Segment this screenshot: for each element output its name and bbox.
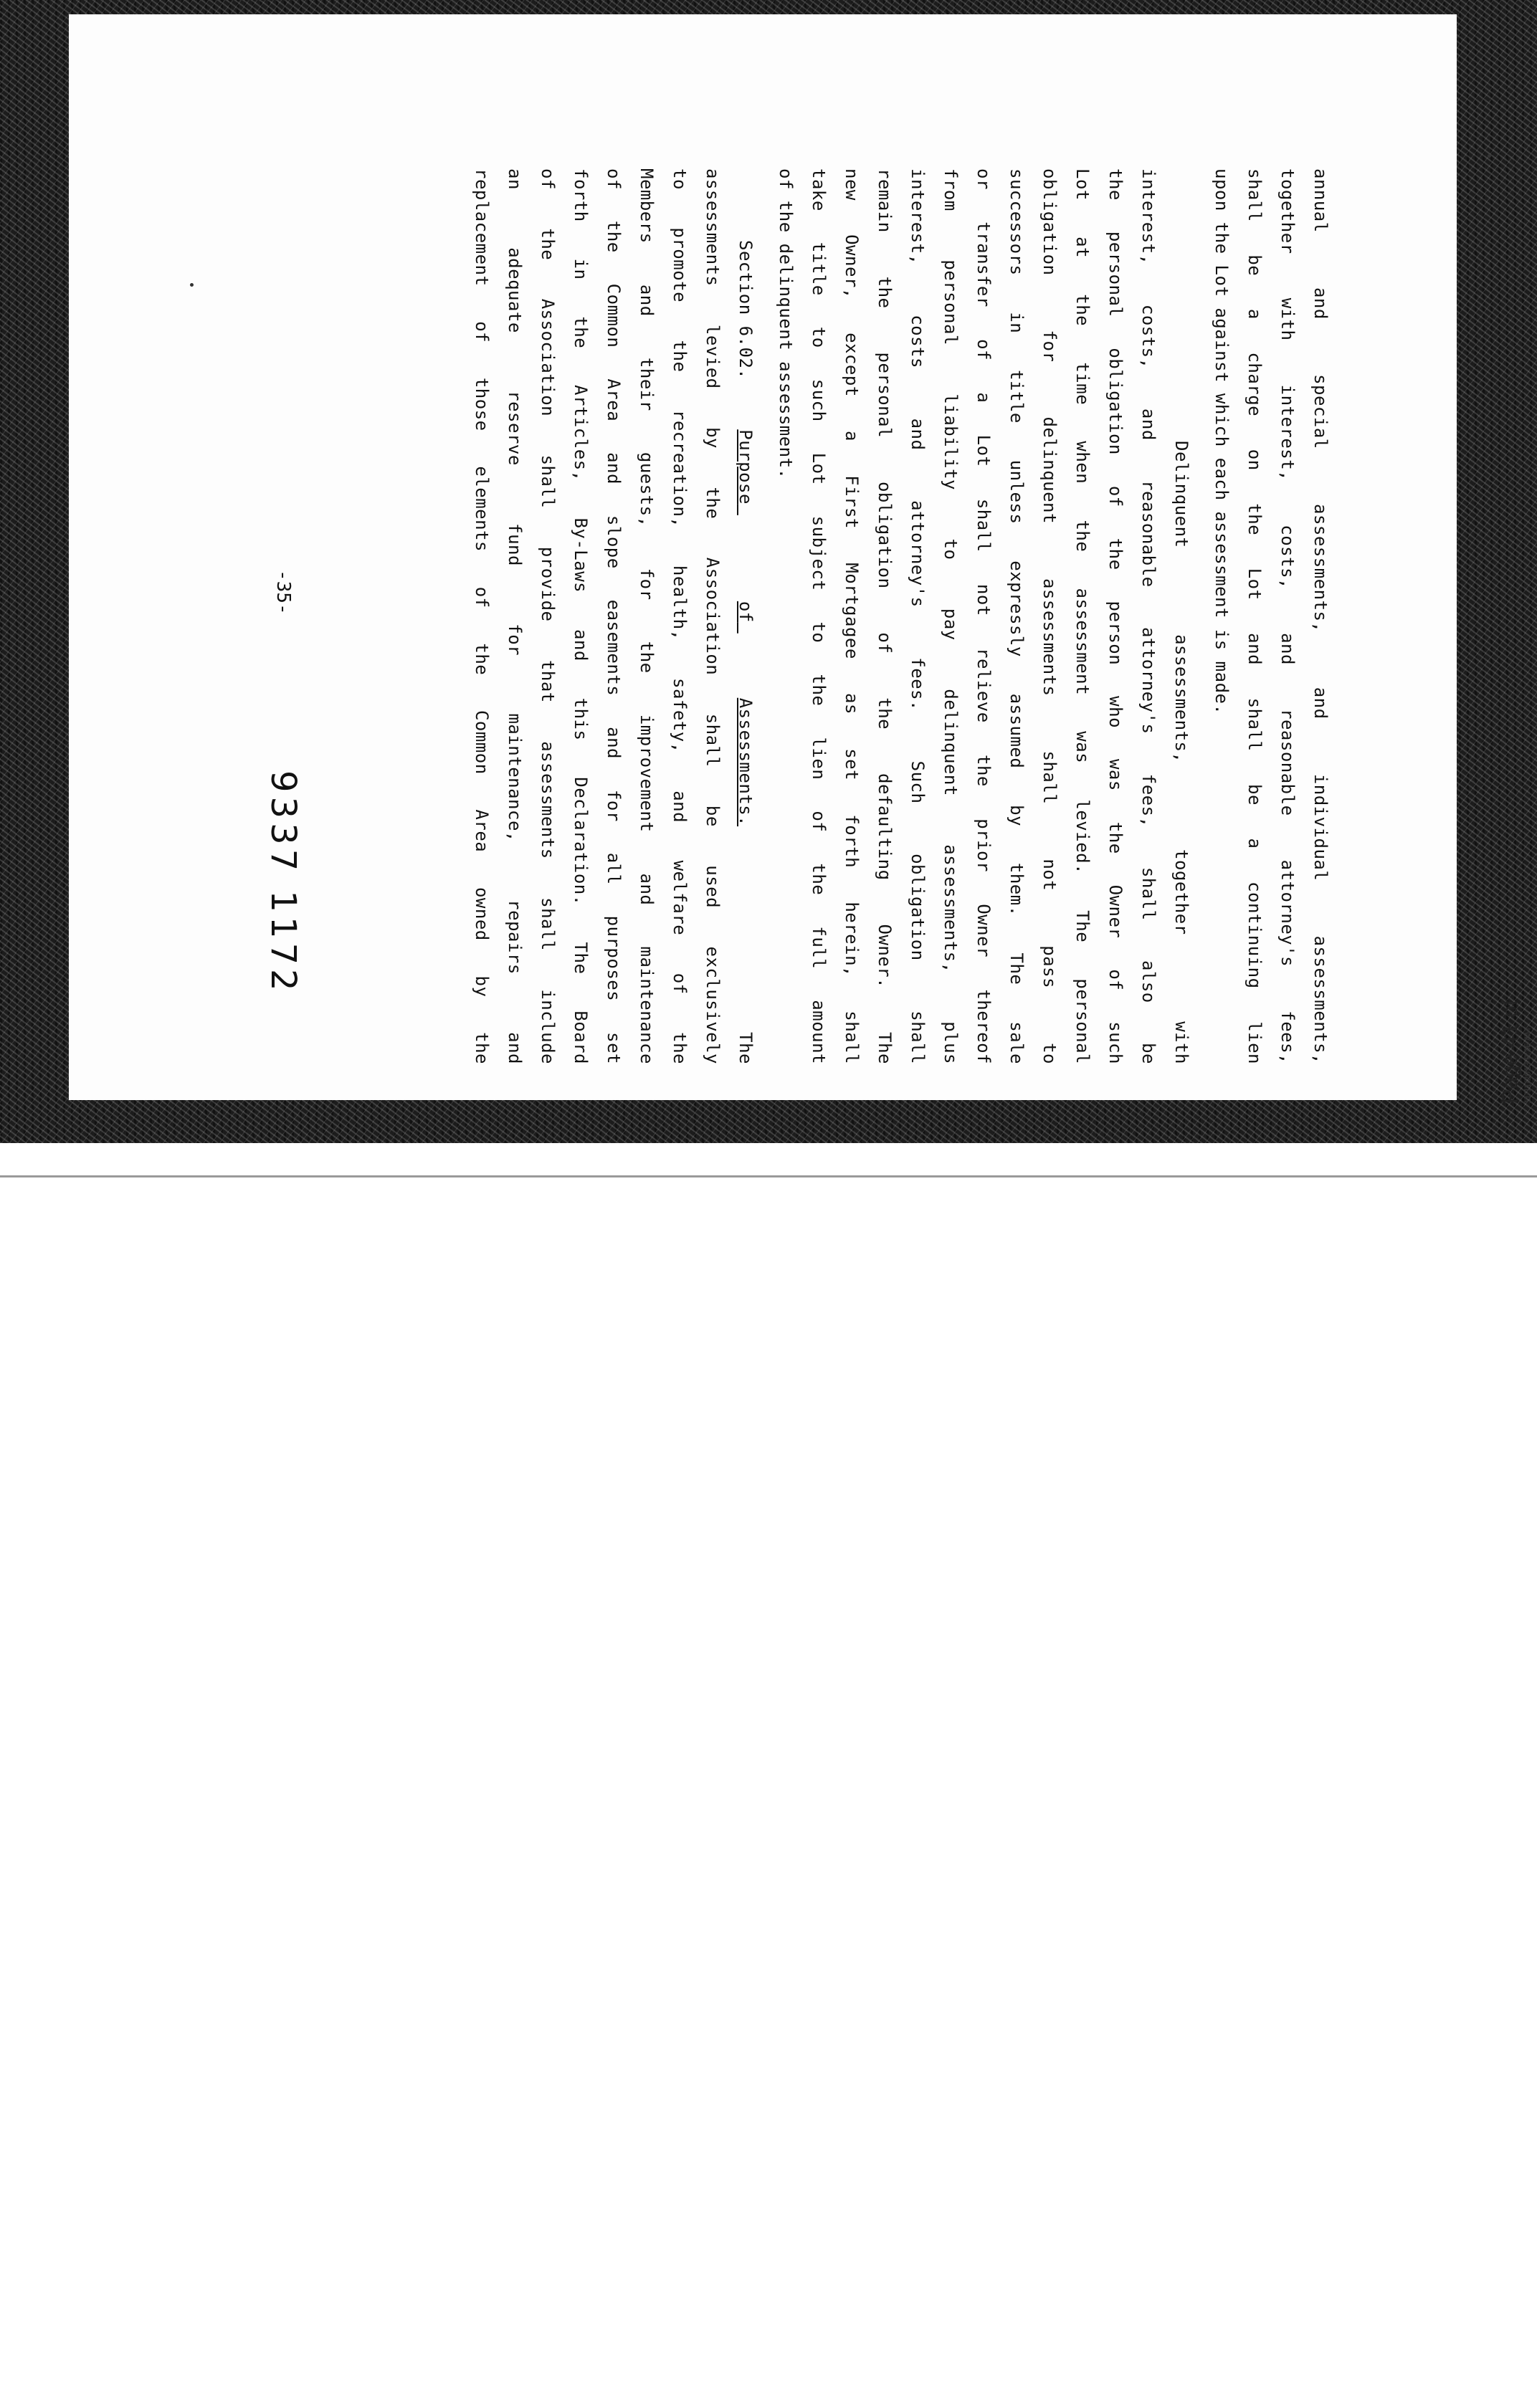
scan-speck [1488,154,1491,158]
scan-speck [190,283,194,287]
scan-speck [1488,1000,1491,1003]
text-line: forth in the Articles, By-Laws and this Declaration. The Board [571,168,591,1064]
document-body [219,168,1337,1064]
section-title-part-1: Purpose [736,429,756,505]
text-line: of the Association shall provide that assessments shall include [538,168,558,1064]
text-line: assessments levied by the Association shall be used exclusively [703,168,723,1064]
stamp-page-label: Page 41 of [1498,999,1522,1104]
section-lead-word: The [736,1032,756,1064]
text-line: to promote the recreation, health, safety, and welfare of the [670,168,690,1064]
section-title-part-3: Assessments. [736,697,756,827]
text-line: replacement of those elements of the Common Area owned by the [472,168,492,1064]
text-line: Members and their guests, for the improvement and maintenance [637,168,657,1064]
text-line: obligation for delinquent assessments shall not pass to [1039,168,1060,1064]
section-heading [729,240,762,1064]
text-line: annual and special assessments, and individual assessments, [1310,168,1331,1064]
text-line: new Owner, except a First Mortgagee as set forth herein, shall [842,168,862,1064]
page-number: -35- [272,570,294,615]
text-line: together with interest, costs, and reasonable attorney's fees, [1277,168,1298,1064]
page-stamp [1434,946,1534,1104]
text-line: Lot at the time when the assessment was levied. The personal [1072,168,1093,1064]
text-line: interest, costs, and reasonable attorney's fees, shall also be [1138,168,1158,1064]
stamp-timestamp: 11/11/2013 8:35 AM [1523,1028,1533,1104]
text-line: shall be a charge on the Lot and shall be a continuing lien [1245,168,1265,1064]
text-line: take title to such Lot subject to the lien of the full amount [809,168,829,1064]
text-line: an adequate reserve fund for maintenance, repairs and [505,168,525,1064]
text-line: upon the Lot against which each assessment is made. [1212,168,1232,715]
section-number: Section 6.02. [736,240,756,380]
text-line: remain the personal obligation of the defaulting Owner. The [875,168,895,1064]
text-line: of the delinquent assessment. [776,168,796,479]
text-line: or transfer of a Lot shall not relieve the prior Owner thereof [974,168,994,1064]
text-line: of the Common Area and slope easements and for all purposes set [604,168,624,1064]
text-line: interest, costs and attorney's fees. Such obligation shall [908,168,928,1064]
text-line: from personal liability to pay delinquent assessments, plus [941,168,961,1064]
page-divider [0,1175,1537,1177]
book-page-reference: 9337 1172 [263,770,303,995]
text-line: successors in title unless expressly assumed by them. The sale [1007,168,1027,1064]
section-title-part-2: of [736,601,756,623]
paragraph-lead-line: Delinquent assessments, together with [1171,441,1191,1064]
text-line: the personal obligation of the person who was the Owner of such [1105,168,1126,1064]
